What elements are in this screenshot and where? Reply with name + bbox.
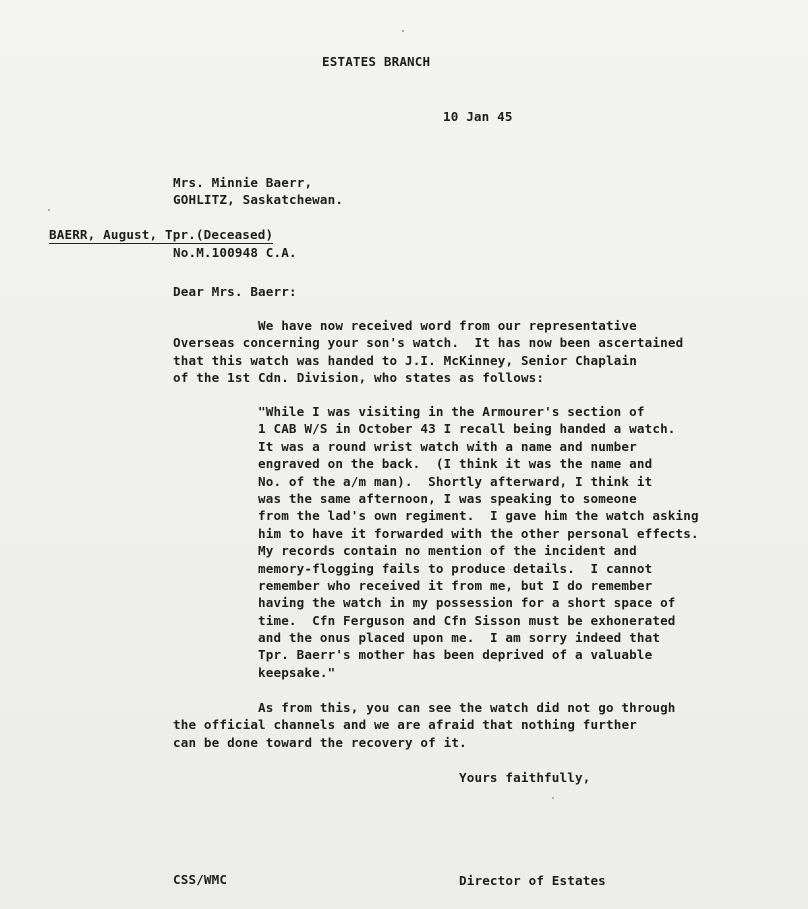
paragraph-line: We have now received word from our representative [258,318,637,333]
letter-date: 10 Jan 45 [443,109,513,124]
quote-line: was the same afternoon, I was speaking to someone [258,490,637,506]
closing: Yours faithfully, [459,770,591,785]
quote-line: memory-flogging fails to produce details. I cannot [258,560,653,576]
paragraph-line: the official channels and we are afraid that nothing further [173,717,637,733]
quote-line: It was a round wrist watch with a name and number [258,438,637,454]
quote-line: engraved on the back. (I think it was the name and [258,456,653,472]
quote-line: him to have it forwarded with the other personal effects. [258,525,699,541]
paragraph-line: can be done toward the recovery of it. [173,734,467,750]
quote-line: and the onus placed upon me. I am sorry indeed that [258,630,661,646]
salutation: Dear Mrs. Baerr: [173,284,297,299]
quote-line: remember who received it from me, but I do remember [258,577,653,593]
paragraph-line: As from this, you can see the watch did not go through [258,700,676,715]
quote-line: time. Cfn Ferguson and Cfn Sisson must be exhonerated [258,612,676,628]
addressee-name: Mrs. Minnie Baerr, [173,175,313,190]
quote-line: from the lad's own regiment. I gave him the watch asking [258,508,699,524]
addressee-place: GOHLITZ, Saskatchewan. [173,192,344,207]
paper-speck [402,30,404,32]
signatory-title: Director of Estates [459,873,606,888]
paragraph-one [173,317,683,387]
typist-initials: CSS/WMC [173,872,228,887]
quote-line: My records contain no mention of the incident and [258,543,637,559]
quote-line: keepsake." [258,664,336,680]
quote-line: Tpr. Baerr's mother has been deprived of a valuable [258,647,653,663]
paragraph-line: that this watch was handed to J.I. McKinney, Senior Chaplain [173,352,637,368]
paragraph-two [173,699,676,751]
quote-line: "While I was visiting in the Armourer's section of [258,404,645,419]
branch-heading: ESTATES BRANCH [322,54,431,69]
paragraph-line: Overseas concerning your son's watch. It has now been ascertained [173,335,684,351]
subject-line: BAERR, August, Tpr.(Deceased) [49,226,273,244]
paper-speck [48,209,50,211]
quote-line: 1 CAB W/S in October 43 I recall being handed a watch. [258,421,676,437]
paper-speck [552,797,554,799]
chaplain-quote [258,403,699,681]
quote-line: having the watch in my possession for a short space of [258,595,676,611]
paragraph-line: of the 1st Cdn. Division, who states as follows: [173,370,545,386]
service-number: No.M.100948 C.A. [173,245,297,260]
quote-line: No. of the a/m man). Shortly afterward, I think it [258,473,653,489]
